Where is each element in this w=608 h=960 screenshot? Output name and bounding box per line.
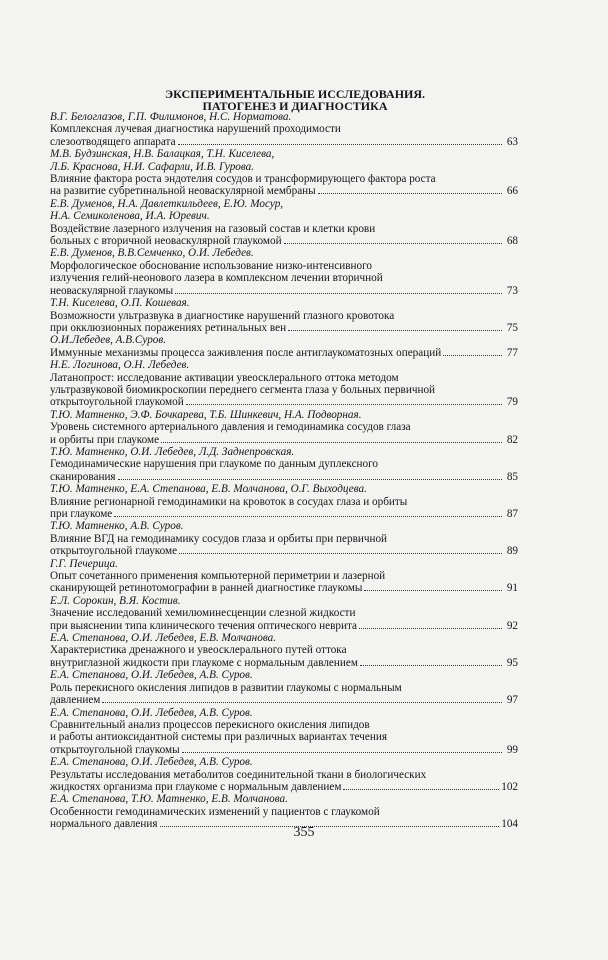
toc-entry-authors: Т.Ю. Матненко, Е.А. Степанова, Е.В. Молчанова, О.Г. Выходцева. — [50, 483, 367, 496]
toc-entry — [50, 669, 518, 706]
toc-entry-title-line: Характеристика дренажного и увеосклерального путей оттока — [50, 644, 347, 657]
toc-entry-page: 79 — [506, 396, 518, 409]
toc-entry-leader-line — [50, 235, 518, 247]
dot-leader — [118, 471, 502, 480]
toc-entry-leader-line — [50, 185, 518, 197]
toc-entry-authors: Н.Е. Логинова, О.Н. Лебедев. — [50, 359, 190, 372]
toc-entry — [50, 148, 518, 160]
toc-entry-leader-line — [50, 781, 518, 793]
toc-entry — [50, 446, 518, 483]
toc-entry-leader-line — [50, 322, 518, 334]
table-of-contents — [50, 111, 518, 831]
section-heading-line-1: ЭКСПЕРИМЕНТАЛЬНЫЕ ИССЛЕДОВАНИЯ. — [164, 87, 426, 101]
toc-entry-title-line: Комплексная лучевая диагностика нарушений проходимости — [50, 123, 341, 136]
toc-entry-authors: Е.А. Степанова, Т.Ю. Матненко, Е.В. Молчанова. — [50, 793, 288, 806]
toc-entry-title-line: слезоотводящего аппарата — [50, 135, 176, 148]
toc-entry-title-line: при глаукоме — [50, 508, 113, 520]
toc-entry-title-line: Результаты исследования метаболитов соединительной ткани в биологических — [50, 768, 427, 781]
dot-leader — [161, 434, 502, 443]
toc-entry-authors: Е.А. Степанова, О.И. Лебедев, Е.В. Молчанова. — [50, 632, 276, 645]
toc-entry-authors: Т.Ю. Матненко, Э.Ф. Бочкарева, Т.Б. Шинкевич, Н.А. Подворная. — [50, 408, 362, 421]
toc-entry-leader-line — [50, 434, 518, 446]
toc-entry-title-line: Опыт сочетанного применения компьютерной периметрии и лазерной — [50, 570, 386, 583]
section-heading — [60, 88, 530, 112]
toc-entry — [50, 210, 518, 247]
toc-entry-page: 102 — [501, 780, 518, 793]
toc-entry-title-line: Особенности гемодинамических изменений у пациентов с глаукомой — [50, 805, 380, 818]
toc-entry-leader-line — [50, 508, 518, 520]
toc-entry-title-line: открытоугольной глаукоме — [50, 545, 178, 558]
toc-entry-page: 82 — [506, 433, 518, 446]
toc-entry-title-line: давлением — [50, 694, 101, 707]
dot-leader — [364, 582, 502, 591]
page-number: 355 — [293, 825, 315, 840]
toc-entry-leader-line — [50, 471, 518, 483]
toc-entry-leader-line — [50, 582, 518, 594]
toc-entry-page: 66 — [506, 185, 518, 198]
toc-entry-page: 99 — [506, 743, 518, 756]
toc-entry-page: 104 — [501, 818, 518, 831]
toc-entry-title-line: излучения гелий-неонового лазера в комплексном лечении вторичной — [50, 272, 383, 285]
dot-leader — [114, 508, 502, 517]
toc-entry-title-line: Влияние регионарной гемодинамики на кровоток в сосудах глаза и орбиты — [50, 495, 408, 508]
toc-entry-authors: Л.Б. Краснова, Н.И. Сафарли, И.В. Гурова. — [50, 160, 255, 173]
dot-leader — [179, 545, 502, 554]
section-heading-line-2: ПАТОГЕНЕЗ И ДИАГНОСТИКА — [202, 99, 388, 113]
toc-entry-title-line: неоваскулярной глаукомы — [50, 284, 174, 297]
toc-entry-title-line: и работы антиоксидантной системы при различных вариантах течения — [50, 731, 388, 744]
toc-entry-authors: Е.В. Думенов, В.В.Семченко, О.И. Лебедев. — [50, 247, 254, 260]
toc-entry — [50, 161, 518, 198]
toc-entry-authors: Т.Н. Киселева, О.П. Кошевая. — [50, 297, 190, 310]
toc-entry-page: 87 — [506, 508, 518, 520]
dot-leader — [343, 781, 499, 790]
dot-leader — [360, 657, 502, 666]
dot-leader — [284, 235, 502, 244]
toc-entry-authors: О.И.Лебедев, А.В.Суров. — [50, 334, 167, 347]
toc-entry-title-line: сканирования — [50, 470, 116, 483]
toc-entry-authors: Е.А. Степанова, О.И. Лебедев, А.В. Суров. — [50, 669, 253, 682]
toc-entry-title-line: больных с вторичной неоваскулярной глаукомой — [50, 235, 282, 248]
toc-entry-authors: Е.В. Думенов, Н.А. Давлеткильдеев, Е.Ю. Мосур, — [50, 197, 284, 210]
toc-entry-page: 73 — [506, 284, 518, 297]
toc-entry-title-line: жидкостях организма при глаукоме с нормальным давлением — [50, 780, 342, 793]
toc-entry-title-line: открытоугольной глаукомы — [50, 743, 180, 756]
toc-entry — [50, 756, 518, 793]
toc-entry-authors: В.Г. Белоглазов, Г.П. Филимонов, Н.С. Норматова. — [50, 111, 292, 123]
toc-entry-title-line: Роль перекисного окисления липидов в развитии глаукомы с нормальным — [50, 681, 402, 694]
toc-entry — [50, 198, 518, 210]
toc-entry-title-line: Сравнительный анализ процессов перекисного окисления липидов — [50, 718, 370, 731]
toc-entry — [50, 297, 518, 334]
toc-entry-title-line: Значение исследований хемилюминесценции слезной жидкости — [50, 607, 356, 620]
toc-entry-title-line: при выяснении типа клинического течения оптического неврита — [50, 619, 357, 632]
toc-entry-authors: Е.Л. Сорокин, В.Я. Костив. — [50, 594, 181, 607]
dot-leader — [102, 694, 502, 703]
toc-entry-title-line: Морфологическое обоснование использование низко-интенсивного — [50, 259, 373, 272]
toc-entry-authors: М.В. Будзинская, Н.В. Балацкая, Т.Н. Киселева, — [50, 148, 275, 161]
toc-entry — [50, 111, 518, 148]
dot-leader — [175, 285, 502, 294]
toc-entry-authors: Е.А. Степанова, О.И. Лебедев, А.В. Суров. — [50, 756, 253, 769]
toc-entry-title-line: Влияние ВГД на гемодинамику сосудов глаза и орбиты при первичной — [50, 532, 388, 545]
toc-entry-leader-line — [50, 347, 518, 359]
toc-entry-leader-line — [50, 396, 518, 408]
toc-entry-title-line: внутриглазной жидкости при глаукоме с нормальным давлением — [50, 656, 358, 669]
toc-entry-leader-line — [50, 285, 518, 297]
toc-entry — [50, 247, 518, 297]
toc-entry — [50, 520, 518, 557]
toc-entry-authors: Т.Ю. Матненко, А.В. Суров. — [50, 520, 184, 533]
toc-entry — [50, 707, 518, 757]
toc-entry-page: 77 — [506, 346, 518, 359]
dot-leader — [182, 744, 502, 753]
toc-entry-page: 91 — [506, 582, 518, 595]
toc-entry — [50, 334, 518, 359]
toc-entry — [50, 558, 518, 595]
dot-leader — [359, 620, 502, 629]
toc-entry-title-line: и орбиты при глаукоме — [50, 433, 160, 446]
toc-entry-title-line: Иммунные механизмы процесса заживления после антиглаукоматозных операций — [50, 346, 442, 359]
toc-entry — [50, 595, 518, 632]
toc-entry-title-line: сканирующей ретинотомографии в ранней диагностике глаукомы — [50, 582, 363, 595]
toc-entry-leader-line — [50, 694, 518, 706]
toc-entry-page: 95 — [506, 656, 518, 669]
dot-leader — [443, 347, 502, 356]
toc-entry-page: 92 — [506, 619, 518, 632]
toc-entry-title-line: Гемодинамические нарушения при глаукоме по данным дуплексного — [50, 458, 379, 471]
toc-entry-leader-line — [50, 136, 518, 148]
toc-entry-page: 63 — [506, 135, 518, 148]
toc-entry — [50, 632, 518, 669]
toc-entry-leader-line — [50, 744, 518, 756]
toc-entry-leader-line — [50, 657, 518, 669]
toc-entry-page: 97 — [506, 694, 518, 707]
dot-leader — [186, 396, 502, 405]
toc-entry-title-line: при окклюзионных поражениях ретинальных вен — [50, 321, 287, 334]
toc-entry-page: 68 — [506, 235, 518, 248]
toc-entry-title-line: открытоугольной глаукомой — [50, 396, 184, 409]
dot-leader — [288, 322, 502, 331]
toc-entry — [50, 409, 518, 446]
toc-entry-title-line: Влияние фактора роста эндотелия сосудов и трансформирующего фактора роста — [50, 173, 436, 186]
toc-entry-title-line: Воздействие лазерного излучения на газовый состав и клетки крови — [50, 222, 376, 235]
toc-entry — [50, 483, 518, 520]
toc-entry — [50, 359, 518, 409]
toc-entry-authors: Н.А. Семиколенова, И.А. Юревич. — [50, 210, 210, 223]
toc-entry-leader-line — [50, 545, 518, 557]
toc-entry-page: 89 — [506, 545, 518, 558]
toc-entry-authors: Г.Г. Печерица. — [50, 557, 118, 570]
toc-entry-title-line: Латанопрост: исследование активации увеосклерального оттока методом — [50, 371, 399, 384]
dot-leader — [318, 185, 502, 194]
toc-entry-authors: Е.А. Степанова, О.И. Лебедев, А.В. Суров. — [50, 706, 253, 719]
toc-entry-page: 75 — [506, 321, 518, 334]
toc-entry-title-line: нормального давления — [50, 818, 158, 831]
toc-entry-page: 85 — [506, 470, 518, 483]
toc-entry-title-line: Возможности ультразвука в диагностике нарушений глазного кровотока — [50, 309, 395, 322]
dot-leader — [178, 136, 502, 145]
toc-entry-leader-line — [50, 620, 518, 632]
toc-entry-title-line: ультразвуковой биомикроскопии переднего сегмента глаза у больных первичной — [50, 383, 436, 396]
toc-entry-title-line: на развитие субретинальной неоваскулярной мембраны — [50, 185, 316, 198]
toc-entry-authors: Т.Ю. Матненко, О.И. Лебедев, Л.Д. Заднепровская. — [50, 445, 295, 458]
toc-entry-title-line: Уровень системного артериального давления и гемодинамика сосудов глаза — [50, 421, 411, 434]
